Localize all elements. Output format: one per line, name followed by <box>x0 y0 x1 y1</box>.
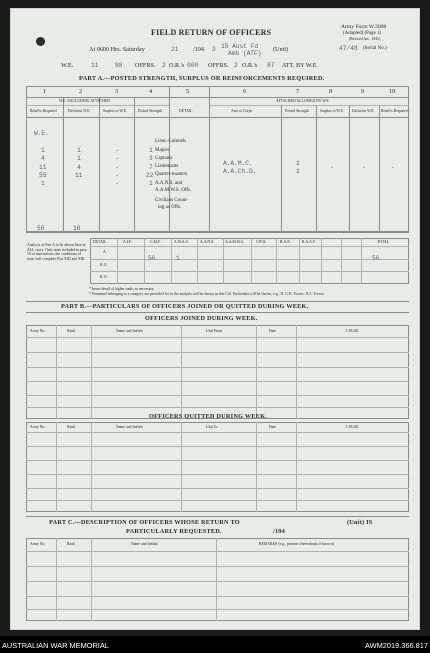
group-header-we: W.E. EXCLUDING ATTACHED <box>59 99 111 103</box>
joined-col-unit: Unit From <box>206 329 222 333</box>
detail-row: Lieut.-Colonels <box>155 139 187 144</box>
analysis-header-cmf: C.M.F. <box>150 240 161 244</box>
analysis-header-aans: A.A.N.S. <box>200 240 215 244</box>
quitted-col-cause: CAUSE <box>346 425 359 429</box>
detail-row: Civilians Count- <box>155 198 189 203</box>
part-c-col-remarks: REMARKS (e.g., present whereabouts if known). <box>259 542 335 546</box>
part-a-heading: PART A.—POSTED STRENGTH, SURPLUS OR REINFORCEMENTS REQUIRED. <box>79 75 325 82</box>
col-number-9: 9 <box>361 88 365 95</box>
analysis-total-typed: 56 <box>372 255 380 262</box>
detail-row: Quarter-masters <box>155 172 188 177</box>
col-header-7: Posted Strength <box>285 109 309 113</box>
typed-arm: A.A.Ch.D. <box>223 168 257 175</box>
typed-value: 55 <box>39 172 47 179</box>
typed-value: 1 <box>149 180 153 187</box>
army-form-number: Army Form W.3008 <box>341 24 387 30</box>
part-c-heading-2: PARTICULARLY REQUESTED. <box>126 528 222 535</box>
quitted-col-unit: Unit To <box>206 425 218 429</box>
typed-value: 1 <box>149 147 153 154</box>
att-label: ATT. BY W.E. <box>282 62 318 69</box>
analysis-header-raaf: R.A.A.F. <box>302 240 316 244</box>
analysis-row-a: A <box>103 250 106 254</box>
typed-value: - <box>115 155 119 162</box>
typed-value: 1 <box>77 155 81 162</box>
joined-col-rank: Rank <box>67 329 76 333</box>
analysis-header-aif: A.I.F. <box>123 240 132 244</box>
typed-value: - <box>362 164 366 171</box>
analysis-header-detail: DETAIL <box>93 240 107 244</box>
date-typed-year: 3 <box>212 46 216 53</box>
ors2-label: O.R.'s <box>242 62 258 69</box>
offrs2-label: OFFRS. <box>208 62 229 69</box>
typed-value: 1 <box>296 168 300 175</box>
col-header-6: Arm or Corps <box>231 109 253 113</box>
detail-row: Captains <box>155 156 173 161</box>
joined-table <box>26 325 409 419</box>
footnote-1: * Insert detail of higher ranks as necessary. <box>89 287 155 291</box>
ors2-typed: 2 <box>234 62 238 69</box>
ors-label: O.R.'s <box>169 62 185 69</box>
typed-value: 1 <box>77 147 81 154</box>
joined-col-date: Date <box>269 329 277 333</box>
analysis-row-ko-2: K.O. <box>100 275 108 279</box>
form-title: FIELD RETURN OF OFFICERS <box>151 28 272 37</box>
footnote-2: * Personnel belonging to a category not provided for in the analysis will be shown in this Col. Particulars will be shown, e.g., D. U.K. Forces: N.Z. Forces. <box>89 292 325 296</box>
archive-caption-bar <box>0 636 430 653</box>
typed-value: - <box>115 172 119 179</box>
col-number-6: 6 <box>243 88 247 95</box>
col-header-8: Surplus to W.E. <box>320 109 344 113</box>
archive-reference: AWM2019.366.817 <box>365 641 428 650</box>
quitted-col-rank: Rank <box>67 425 76 429</box>
col-number-3: 3 <box>115 88 119 95</box>
detail-row: Majors <box>155 148 170 153</box>
joined-col-name: Name and Initials <box>116 329 143 333</box>
typed-value: 4 <box>77 164 81 171</box>
offrs-label: OFFRS. <box>135 62 156 69</box>
typed-value: - <box>330 164 334 171</box>
date-year-prefix: /194 <box>193 46 205 53</box>
typed-value: 1 <box>41 147 45 154</box>
col-number-4: 4 <box>149 88 153 95</box>
unit-typed-1: 15 Aust Fd <box>221 43 259 50</box>
part-c-heading-1: PART C.—DESCRIPTION OF OFFICERS WHOSE RETURN TO <box>49 519 240 526</box>
offrs2-typed: 000 <box>187 62 199 69</box>
archive-name: AUSTRALIAN WAR MEMORIAL <box>2 641 109 650</box>
typed-value: 3 <box>149 155 153 162</box>
col-number-5: 5 <box>186 88 190 95</box>
analysis-header-aamws: A.A.M.W.S. <box>225 240 244 244</box>
typed-value: - <box>391 164 395 171</box>
detail-row: ing as Offs. <box>158 205 182 210</box>
typed-value: 1 <box>41 180 45 187</box>
detail-row: Lieutenants <box>155 164 179 169</box>
date-line-prefix: At 0600 Hrs. Saturday <box>89 46 145 53</box>
analysis-row-ko-1: K.O. <box>100 263 108 267</box>
detail-row: A.A.M.W.S. Offs. <box>155 188 192 193</box>
analysis-cmf-typed: 1 <box>176 255 180 262</box>
joined-col-cause: CAUSE <box>346 329 359 333</box>
totals-typed-1: 56 <box>37 225 45 232</box>
quitted-col-name: Name and Initials <box>116 425 143 429</box>
typed-value: 11 <box>39 164 47 171</box>
we-label: W.E. <box>61 62 74 69</box>
part-c-col-name: Name and Initials <box>131 542 158 546</box>
form-page <box>10 8 420 630</box>
part-b-heading: PART B.—PARTICULARS OF OFFICERS JOINED OR QUITTED DURING WEEK. <box>61 303 309 310</box>
serial-label: (Serial No.) <box>363 46 387 51</box>
typed-value: 22 <box>146 172 154 179</box>
ors-typed: 2 <box>162 62 166 69</box>
group-header-attached: ATTACHED ALLOWED BY W.E. <box>276 99 330 103</box>
analysis-header-total: TOTAL <box>377 240 390 244</box>
part-c-col-army-no: Army No. <box>30 542 46 546</box>
punch-hole <box>36 37 45 46</box>
col-header-9: Deficient W.E. <box>352 109 375 113</box>
att-typed: 87 <box>267 62 275 69</box>
analysis-header-awas: A.W.A.S. <box>174 240 189 244</box>
analysis-header-civil: CIVIL <box>256 240 267 244</box>
col-header-4: Posted Strength <box>138 109 162 113</box>
col-header-2: Deficient W.E. <box>68 109 91 113</box>
joined-heading: OFFICERS JOINED DURING WEEK. <box>145 315 258 322</box>
col-number-1: 1 <box>43 88 47 95</box>
col-number-7: 7 <box>296 88 300 95</box>
army-form-adapted: (Adapted) (Page 1) <box>343 31 382 36</box>
quitted-col-date: Date <box>269 425 277 429</box>
typed-value: W.E. <box>34 130 49 137</box>
date-typed-day: 21 <box>171 46 179 53</box>
typed-value: 7 <box>149 164 153 171</box>
unit-label: (Unit) <box>273 46 289 53</box>
part-c-col-rank: Rank <box>67 542 76 546</box>
totals-typed-2: 16 <box>73 225 81 232</box>
offrs-typed: 88 <box>115 62 123 69</box>
quitted-col-army-no: Army No. <box>30 425 46 429</box>
col-header-5: DETAIL <box>179 109 193 113</box>
col-number-2: 2 <box>79 88 83 95</box>
quitted-table <box>26 422 409 512</box>
analysis-header-ran: R.A.N. <box>280 240 291 244</box>
part-a-table <box>26 86 409 232</box>
part-c-heading-unit: (Unit) IS <box>347 519 373 526</box>
col-header-10: Reinf'ts Required <box>381 109 408 113</box>
typed-value: - <box>115 147 119 154</box>
typed-value: 4 <box>41 155 45 162</box>
army-form-revised: (Revised Jan., 1941) <box>349 37 381 41</box>
col-number-10: 10 <box>389 88 396 95</box>
typed-value: - <box>115 180 119 187</box>
col-header-3: Surplus to W.E. <box>103 109 127 113</box>
analysis-note: Analysis of Part A to be shown here in ALL cases. Only units included in para. 10 of instructions, the conditions of form will complete Part XIII and XIII. <box>27 243 88 261</box>
joined-col-army-no: Army No. <box>30 329 46 333</box>
col-number-8: 8 <box>329 88 333 95</box>
typed-value: 11 <box>75 172 83 179</box>
typed-value: - <box>115 164 119 171</box>
analysis-aif-typed: 56 <box>148 255 156 262</box>
col-header-1: Reinf'ts Required <box>30 109 57 113</box>
typed-value: 1 <box>296 160 300 167</box>
part-c-heading-date: /194 <box>273 528 285 535</box>
we-typed: 11 <box>91 62 99 69</box>
quitted-heading: OFFICERS QUITTED DURING WEEK. <box>149 413 267 420</box>
detail-row: A.A.N.S. and <box>155 181 183 186</box>
serial-typed: 47/48 <box>339 45 358 52</box>
typed-arm: A.A.M.C. <box>223 160 253 167</box>
unit-typed-2: Amb (ATF) <box>228 50 262 57</box>
